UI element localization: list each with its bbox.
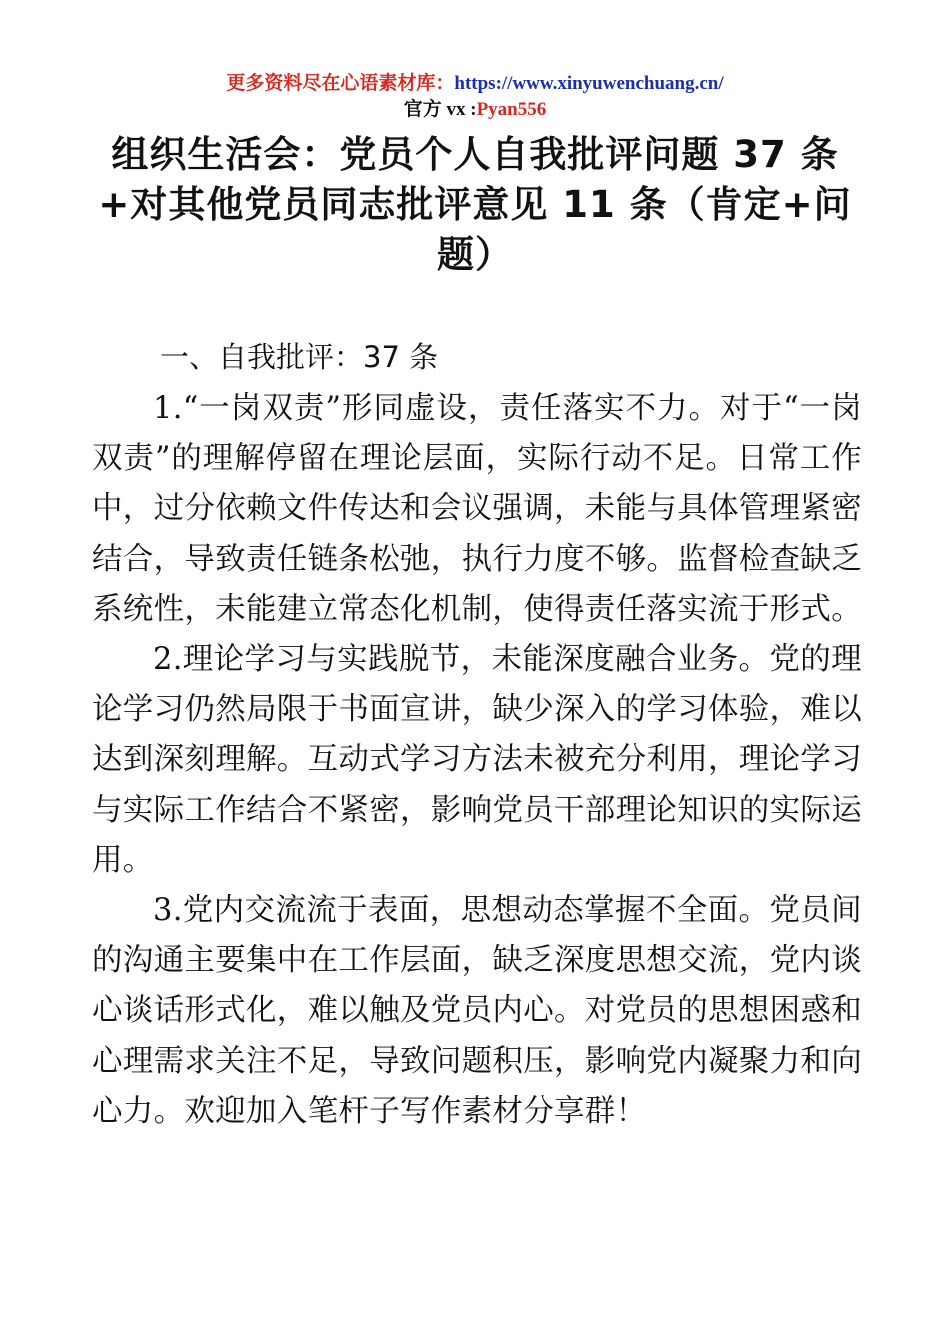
paragraph-item-1: 1.“一岗双责”形同虚设，责任落实不力。对于“一岗双责”的理解停留在理论层面，实际行动不足。日常工作中，过分依赖文件传达和会议强调，未能与具体管理紧密结合，导致责任链条松弛，执行力度不够。监督检查缺乏系统性，未能建立常态化机制，使得责任落实流于形式。 [92, 391, 862, 627]
document-title: 组织生活会：党员个人自我批评问题 37 条+对其他党员同志批评意见 11 条（肯定+问题） [98, 133, 852, 276]
document-body [92, 384, 862, 1137]
wechat-line [0, 98, 950, 122]
wechat-label: 官方 vx : [403, 99, 477, 120]
wechat-id: Pyan556 [476, 99, 547, 120]
promo-text: 更多资料尽在心语素材库： [226, 73, 455, 94]
promo-url-link[interactable]: https://www.xinyuwenchuang.cn/ [454, 73, 724, 94]
section-heading: 一、自我批评：37 条 [160, 340, 439, 374]
promo-banner [0, 72, 950, 96]
paragraph-item-3: 3.党内交流流于表面，思想动态掌握不全面。党员间的沟通主要集中在工作层面，缺乏深度思想交流，党内谈心谈话形式化，难以触及党员内心。对党员的思想困惑和心理需求关注不足，导致问题积压，影响党内凝聚力和向心力。欢迎加入笔杆子写作素材分享群！ [92, 893, 862, 1129]
paragraph-item-2: 2.理论学习与实践脱节，未能深度融合业务。党的理论学习仍然局限于书面宣讲，缺少深入的学习体验，难以达到深刻理解。互动式学习方法未被充分利用，理论学习与实际工作结合不紧密，影响党员干部理论知识的实际运用。 [92, 642, 862, 878]
